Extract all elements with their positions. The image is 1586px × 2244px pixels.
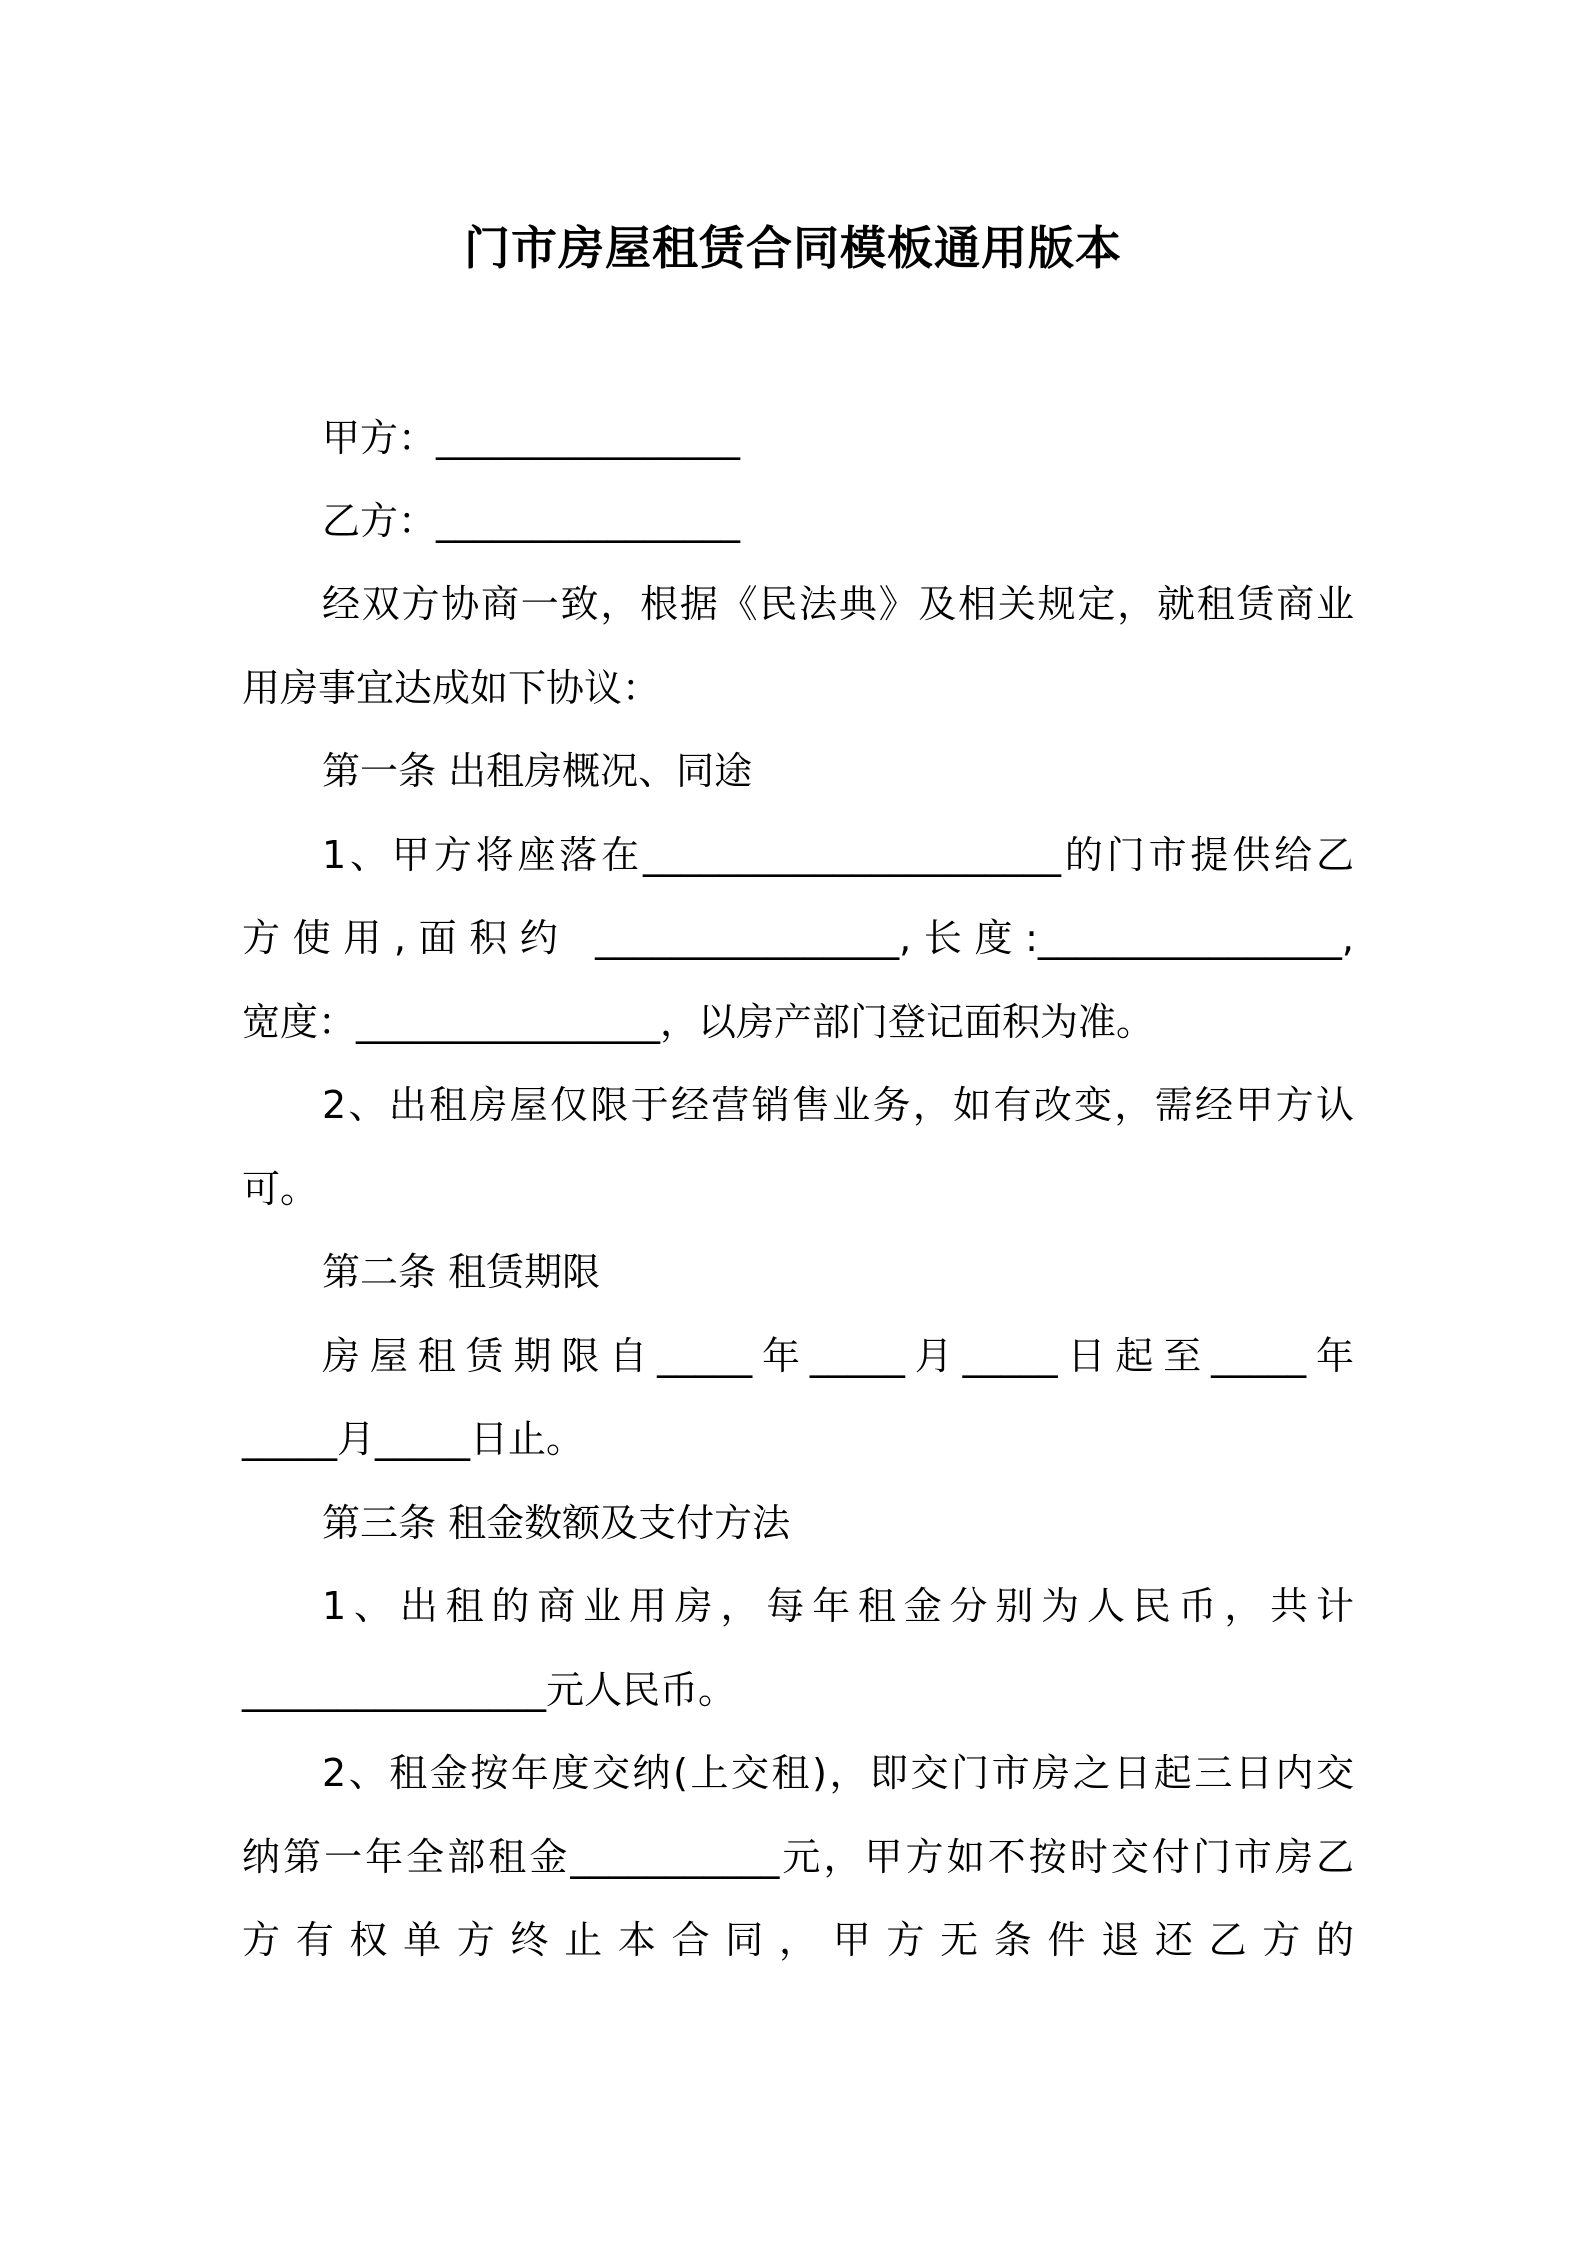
article-1-clause-2-line-2: 可。 bbox=[242, 1167, 319, 1211]
article-1-clause-1-line-2: 方使用,面积约 ________________,长度:________________, bbox=[242, 916, 1354, 960]
article-1-clause-1-line-3: 宽度：________________，以房产部门登记面积为准。 bbox=[242, 1000, 1155, 1044]
preamble-line-1: 经双方协商一致，根据《民法典》及相关规定，就租赁商业 bbox=[322, 582, 1354, 626]
preamble-line-2: 用房事宜达成如下协议： bbox=[242, 666, 661, 710]
article-3-clause-2-line-2: 纳第一年全部租金___________元，甲方如不按时交付门市房乙 bbox=[242, 1835, 1354, 1879]
article-3-clause-2-line-3: 方有权单方终止本合同，甲方无条件退还乙方的 bbox=[242, 1918, 1354, 1962]
article-3-clause-2-line-1: 2、租金按年度交纳(上交租)，即交门市房之日起三日内交 bbox=[322, 1751, 1354, 1795]
party-b-line: 乙方：________________ bbox=[322, 499, 741, 543]
article-1-clause-2-line-1: 2、出租房屋仅限于经营销售业务，如有改变，需经甲方认 bbox=[322, 1083, 1354, 1127]
article-2-line-2: _____月_____日止。 bbox=[242, 1417, 585, 1461]
article-3-clause-1-line-1: 1、出租的商业用房，每年租金分别为人民币，共计 bbox=[322, 1584, 1354, 1628]
article-2-heading: 第二条 租赁期限 bbox=[322, 1250, 601, 1294]
article-3-clause-1-line-2: ________________元人民币。 bbox=[242, 1668, 737, 1712]
document-title: 门市房屋租赁合同模板通用版本 bbox=[464, 221, 1122, 275]
article-1-heading: 第一条 出租房概况、同途 bbox=[322, 749, 753, 793]
article-2-line-1: 房屋租赁期限自_____年_____月_____日起至_____年 bbox=[322, 1334, 1354, 1378]
article-3-heading: 第三条 租金数额及支付方法 bbox=[322, 1501, 791, 1545]
party-a-line: 甲方：________________ bbox=[322, 416, 741, 460]
article-1-clause-1-line-1: 1、甲方将座落在______________________的门市提供给乙 bbox=[322, 833, 1354, 877]
